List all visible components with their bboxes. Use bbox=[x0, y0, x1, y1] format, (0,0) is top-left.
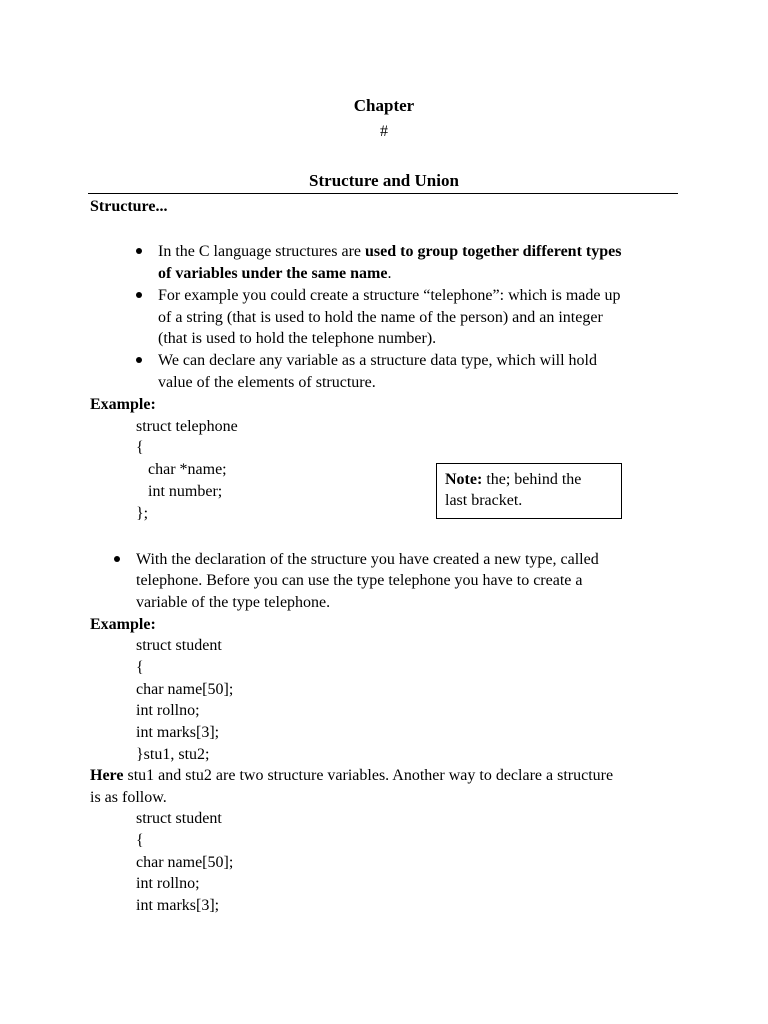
bullet-marker bbox=[136, 248, 142, 254]
note-text: the; behind the bbox=[482, 471, 582, 488]
bullet-3-line-2: value of the elements of structure. bbox=[158, 374, 376, 391]
note-line-2: last bracket. bbox=[445, 492, 523, 509]
code-line: }; bbox=[136, 505, 149, 522]
section-title: Structure and Union bbox=[309, 171, 459, 190]
here-text: stu1 and stu2 are two structure variables. Another way to declare a structure bbox=[123, 767, 614, 784]
example-2-label: Example: bbox=[90, 616, 156, 633]
bullet-2-line-2: of a string (that is used to hold the name of the person) and an integer bbox=[158, 309, 603, 326]
bullet-2-line-1: For example you could create a structure “telephone”: which is made up bbox=[158, 287, 621, 304]
here-paragraph-line-2: is as follow. bbox=[90, 789, 167, 806]
code-line: char name[50]; bbox=[136, 681, 234, 698]
code-line: struct student bbox=[136, 637, 222, 654]
code-line: { bbox=[136, 439, 144, 456]
chapter-number: # bbox=[380, 123, 388, 140]
chapter-heading: Chapter bbox=[353, 96, 415, 115]
bullet-marker bbox=[136, 357, 142, 363]
bullet-4-line-1: With the declaration of the structure you have created a new type, called bbox=[136, 551, 599, 568]
code-line: int number; bbox=[148, 483, 223, 500]
bullet-3-line-1: We can declare any variable as a structure data type, which will hold bbox=[158, 352, 597, 369]
code-line: char *name; bbox=[148, 461, 227, 478]
code-line: int rollno; bbox=[136, 875, 200, 892]
code-line: struct telephone bbox=[136, 418, 238, 435]
code-line: struct student bbox=[136, 810, 222, 827]
structure-heading: Structure... bbox=[90, 198, 168, 215]
bullet-1-line-2 bbox=[158, 263, 391, 285]
code-line: int marks[3]; bbox=[136, 724, 220, 741]
example-1-label: Example: bbox=[90, 396, 156, 413]
bullet-1-text: In the C language structures are bbox=[158, 243, 366, 260]
note-label: Note: bbox=[445, 471, 483, 488]
code-line: { bbox=[136, 832, 144, 849]
code-line: { bbox=[136, 659, 144, 676]
bullet-1-bold-text-2: of variables under the same name bbox=[158, 265, 388, 282]
here-paragraph-line-1 bbox=[90, 765, 613, 787]
bullet-1-bold-text: used to group together different types bbox=[365, 243, 622, 260]
note-box bbox=[436, 463, 622, 519]
title-underline bbox=[88, 193, 678, 194]
bullet-4-line-3: variable of the type telephone. bbox=[136, 594, 331, 611]
here-bold: Here bbox=[90, 767, 124, 784]
bullet-marker bbox=[136, 292, 142, 298]
code-line: char name[50]; bbox=[136, 854, 234, 871]
bullet-2-line-3: (that is used to hold the telephone number). bbox=[158, 330, 437, 347]
note-line-1 bbox=[445, 469, 613, 490]
code-line: int marks[3]; bbox=[136, 897, 220, 914]
code-line: int rollno; bbox=[136, 702, 200, 719]
bullet-1-period: . bbox=[387, 265, 392, 282]
code-line: }stu1, stu2; bbox=[136, 746, 210, 763]
bullet-marker bbox=[114, 556, 120, 562]
bullet-4-line-2: telephone. Before you can use the type telephone you have to create a bbox=[136, 572, 583, 589]
bullet-1-line-1 bbox=[158, 241, 621, 263]
